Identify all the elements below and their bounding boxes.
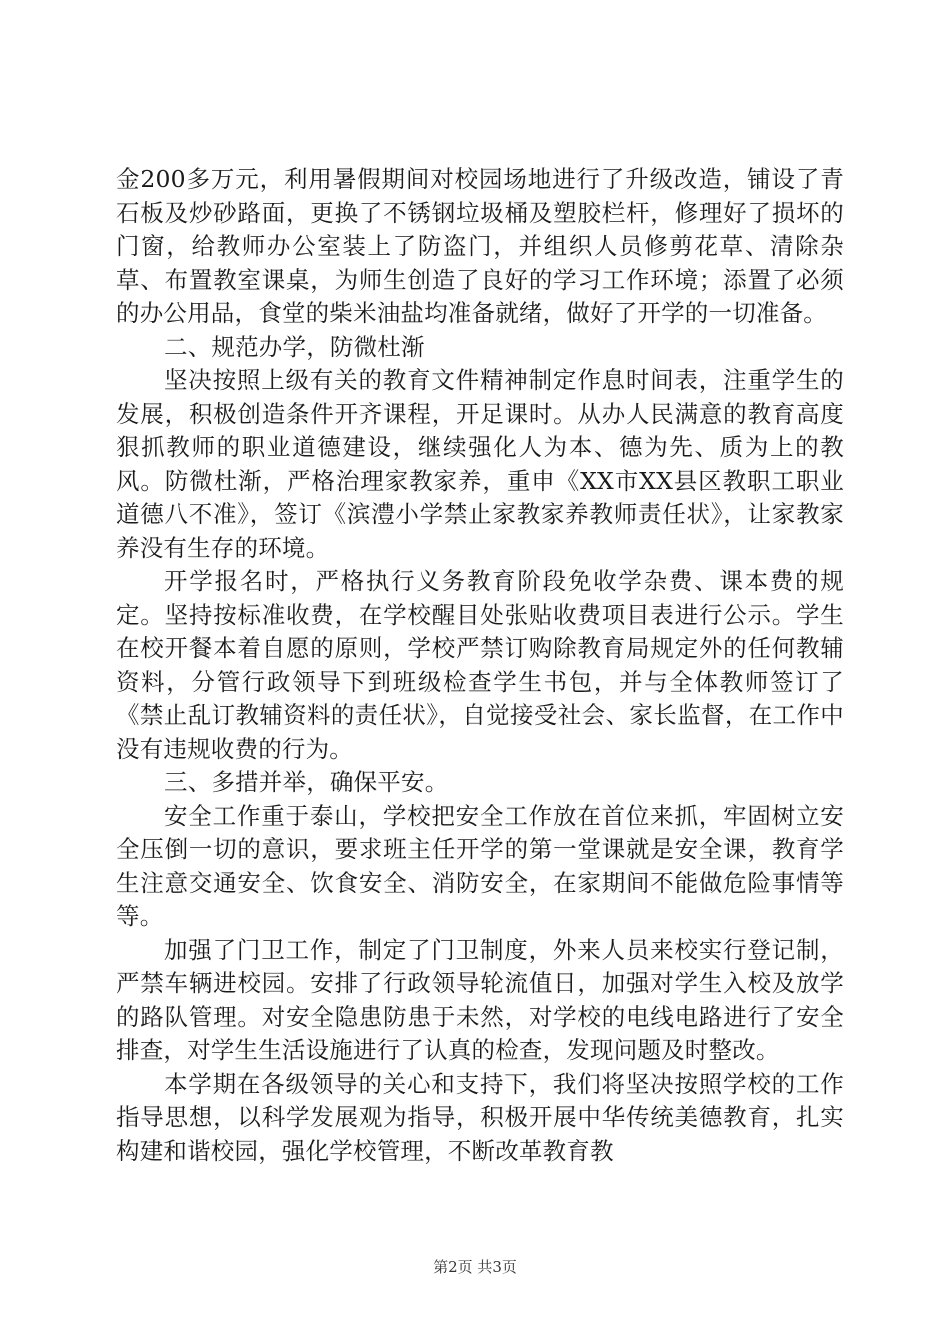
paragraph: 本学期在各级领导的关心和支持下，我们将坚决按照学校的工作指导思想，以科学发展观为指导，积极开展中华传统美德教育，扎实构建和谐校园，强化学校管理，不断改革教育教 — [116, 1069, 844, 1165]
paragraph: 安全工作重于泰山，学校把安全工作放在首位来抓，牢固树立安全压倒一切的意识，要求班主任开学的第一堂课就是安全课，教育学生注意交通安全、饮食安全、消防安全，在家期间不能做危险事情等等。 — [116, 801, 844, 930]
paragraph: 金200多万元，利用暑假期间对校园场地进行了升级改造，铺设了青石板及炒砂路面，更换了不锈钢垃圾桶及塑胶栏杆，修理好了损坏的门窗，给教师办公室装上了防盗门，并组织人员修剪花草、清除杂草、布置教室课桌，为师生创造了良好的学习工作环境；添置了必须的办公用品，食堂的柴米油盐均准备就绪，做好了开学的一切准备。 — [116, 165, 844, 327]
paragraph: 开学报名时，严格执行义务教育阶段免收学杂费、课本费的规定。坚持按标准收费，在学校醒目处张贴收费项目表进行公示。学生在校开餐本着自愿的原则，学校严禁订购除教育局规定外的任何教辅资料，分管行政领导下到班级检查学生书包，并与全体教师签订了《禁止乱订教辅资料的责任状》，自觉接受社会、家长监督，在工作中没有违规收费的行为。 — [116, 567, 844, 763]
section-heading: 三、多措并举，确保平安。 — [164, 768, 449, 796]
document-body — [116, 163, 844, 1168]
paragraph: 加强了门卫工作，制定了门卫制度，外来人员来校实行登记制，严禁车辆进校园。安排了行政领导轮流值日，加强对学生入校及放学的路队管理。对安全隐患防患于未然，对学校的电线电路进行了安全排查，对学生生活设施进行了认真的检查，发现问题及时整改。 — [116, 935, 844, 1064]
page-footer: 第2页 共3页 — [433, 1258, 517, 1276]
section-heading: 二、规范办学，防微杜渐 — [164, 332, 425, 361]
paragraph: 坚决按照上级有关的教育文件精神制定作息时间表，注重学生的发展，积极创造条件开齐课程，开足课时。从办人民满意的教育高度狠抓教师的职业道德建设，继续强化人为本、德为先、质为上的教风。防微杜渐，严格治理家教家养，重申《XX市XX县区教职工职业道德八不准》，签订《滨澧小学禁止家教家养教师责任状》，让家教家养没有生存的环境。 — [116, 366, 844, 562]
